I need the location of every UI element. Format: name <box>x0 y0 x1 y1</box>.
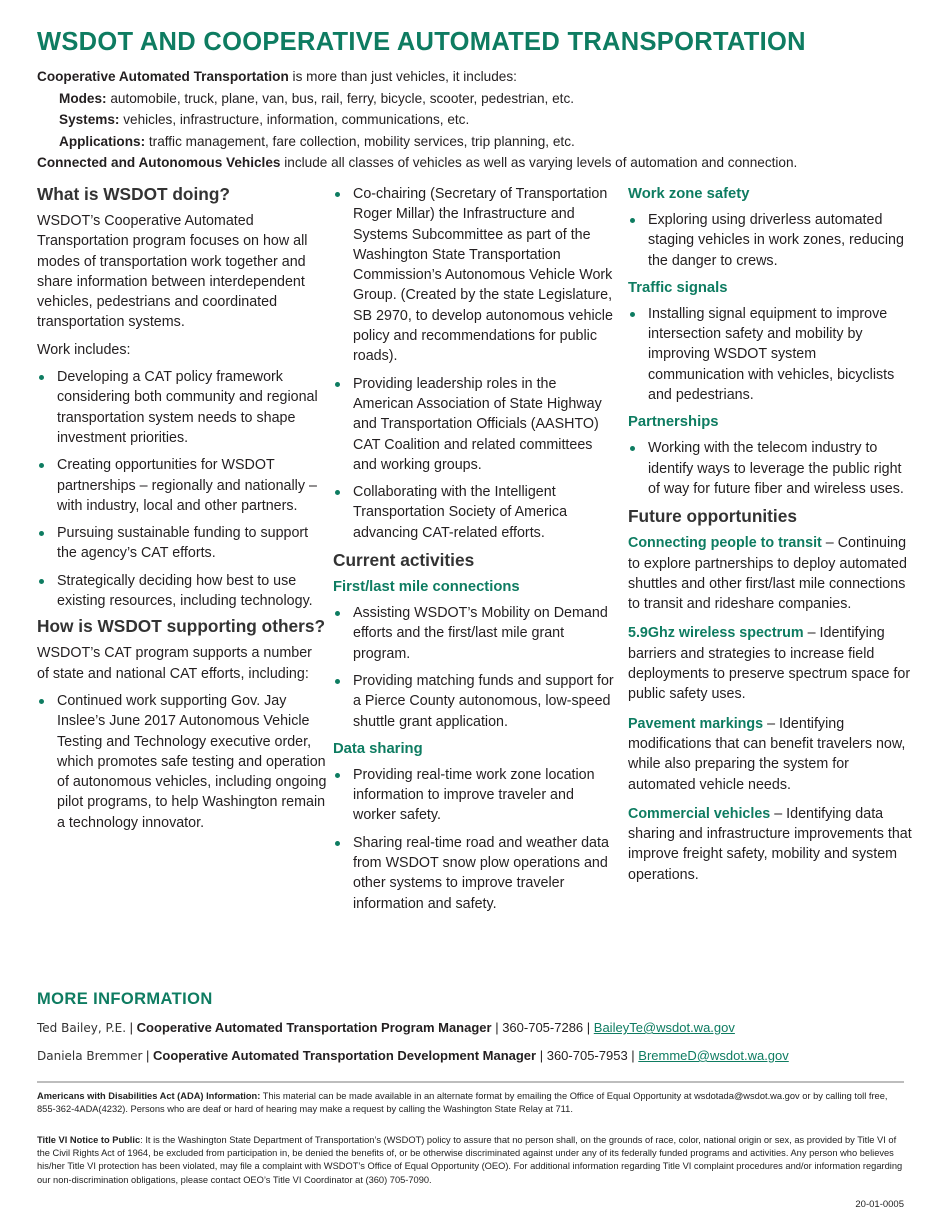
future-item <box>628 623 913 704</box>
title-vi-label: Title VI Notice to Public <box>37 1135 141 1145</box>
future-item-text: – Identifying modifications that can benefit travelers now, while also preparing the system for automated vehicle needs. <box>628 715 906 793</box>
contact-row <box>37 1019 907 1037</box>
paragraph: WSDOT’s Cooperative Automated Transportation program focuses on how all modes of transportation work together and share information between interdependent vehicles, pedestrians and coordinated transportation systems. <box>37 213 308 331</box>
contact-phone: 360-705-7953 <box>546 1048 628 1063</box>
list-item: Installing signal equipment to improve intersection safety and mobility by improving WSDOT system communication with vehicles, bicyclists and pedestrians. <box>628 304 913 405</box>
contact-role: Cooperative Automated Transportation Development Manager <box>153 1048 537 1063</box>
subheading-work-zone-safety: Work zone safety <box>628 186 750 202</box>
title-vi-text: : It is the Washington State Department of Transportation’s (WSDOT) policy to assure that no person shall, on the grounds of race, color, national origin or sex, as provided by Title VI of the Civil Rights Act of 1964, be excluded from participation in, be denied the benefits of, or be otherwise discriminated against under any of its federally funded programs and activities. Any person who believes his/her Title VI protection has been violated, may file a complaint with WSDOT’s Office of Equal Opportunity (OEO). For additional information regarding Title VI complaint procedures and/or information regarding our non-discrimination obligations, please contact OEO’s Title VI Coordinator at (360) 705-7090. <box>37 1135 903 1185</box>
bullet-list <box>628 304 913 405</box>
future-item <box>628 804 913 885</box>
future-item-label: Commercial vehicles <box>628 805 771 822</box>
future-item-text: – Identifying barriers and strategies to increase field deployments to preserve spectrum space for public safety uses. <box>628 625 911 703</box>
bullet-list <box>37 367 327 611</box>
column-right <box>628 184 913 894</box>
list-item: Creating opportunities for WSDOT partnerships – regionally and nationally – with industry, local and other partners. <box>37 455 327 516</box>
intro-cav <box>37 152 797 174</box>
separator: | <box>491 1020 503 1035</box>
list-item: Providing leadership roles in the American Association of State Highway and Transportation Officials (AASHTO) CAT Coalition and related committees and working groups. <box>333 374 618 475</box>
list-item: Co-chairing (Secretary of Transportation Roger Millar) the Infrastructure and Systems Subcommittee as part of the Washington State Transportation Commission’s Autonomous Vehicle Work Group. (Created by the state Legislature, SB 2970, to develop autonomous vehicle policy and recommendations for public roads). <box>333 184 618 367</box>
future-opportunities-list <box>628 533 913 885</box>
separator: | <box>536 1048 547 1063</box>
more-information-section <box>37 990 907 1075</box>
intro-cav-bold: Connected and Autonomous Vehicles <box>37 155 281 170</box>
intro-item-label: Systems: <box>59 112 120 127</box>
intro-item-text: automobile, truck, plane, van, bus, rail, ferry, bicycle, scooter, pedestrian, etc. <box>106 90 575 106</box>
intro-section <box>37 66 797 174</box>
title-vi-notice <box>37 1134 907 1187</box>
future-item <box>628 714 913 795</box>
intro-item-label: Applications: <box>59 133 146 149</box>
contact-row <box>37 1047 907 1065</box>
subheading-partnerships: Partnerships <box>628 414 719 431</box>
future-item-text: – Identifying data sharing and infrastructure improvements that improve freight safety, mobility and system operations. <box>628 805 912 883</box>
contact-email-link[interactable]: BremmeD@wsdot.wa.gov <box>638 1048 789 1063</box>
subheading-first-last-mile: First/last mile connections <box>333 579 520 596</box>
intro-lead <box>37 66 797 88</box>
intro-item-systems <box>37 109 797 131</box>
list-item: Strategically deciding how best to use existing resources, including technology. <box>37 571 327 612</box>
bullet-list <box>333 184 618 543</box>
contact-phone: 360-705-7286 <box>502 1020 584 1035</box>
list-item: Assisting WSDOT’s Mobility on Demand efforts and the first/last mile grant program. <box>333 603 618 664</box>
list-item: Collaborating with the Intelligent Transportation Society of America advancing CAT-related efforts. <box>333 482 618 543</box>
contact-name: Ted Bailey, P.E. <box>37 1021 127 1035</box>
list-item: Working with the telecom industry to identify ways to leverage the public right of way for future fiber and wireless uses. <box>628 438 913 499</box>
list-item: Exploring using driverless automated staging vehicles in work zones, reducing the danger to crews. <box>628 210 913 271</box>
page-title: WSDOT AND COOPERATIVE AUTOMATED TRANSPORTATION <box>37 28 806 56</box>
contact-role: Cooperative Automated Transportation Program Manager <box>136 1020 492 1035</box>
subheading-traffic-signals: Traffic signals <box>628 279 728 296</box>
future-item-label: 5.9Ghz wireless spectrum <box>628 625 804 642</box>
intro-item-modes <box>37 88 797 110</box>
column-middle <box>333 184 618 921</box>
list-item: Continued work supporting Gov. Jay Inslee’s June 2017 Autonomous Vehicle Testing and Technology executive order, which promotes safe testing and operation of autonomous vehicles, including ongoing pilot programs, to help Washington remain a technology innovator. <box>37 691 327 833</box>
intro-item-text: vehicles, infrastructure, information, communications, etc. <box>119 112 470 127</box>
paragraph: WSDOT’s CAT program supports a number of state and national CAT efforts, including: <box>37 645 312 682</box>
list-item: Developing a CAT policy framework considering both community and regional transportation system needs to shape investment priorities. <box>37 367 327 448</box>
heading-current-activities: Current activities <box>333 550 475 571</box>
list-item: Pursuing sustainable funding to support the agency’s CAT efforts. <box>37 523 327 564</box>
intro-item-applications <box>37 131 797 153</box>
intro-item-label: Modes: <box>59 90 107 106</box>
bullet-list <box>333 603 618 732</box>
list-item: Providing real-time work zone location information to improve traveler and worker safety. <box>333 765 618 826</box>
bullet-list <box>628 210 913 271</box>
separator: | <box>126 1020 137 1035</box>
list-item: Sharing real-time road and weather data from WSDOT snow plow operations and other systems to improve traveler information and safety. <box>333 833 618 914</box>
document-number: 20-01-0005 <box>855 1199 904 1210</box>
future-item-label: Connecting people to transit <box>628 535 822 552</box>
bullet-list <box>37 691 327 833</box>
heading-future-opportunities: Future opportunities <box>628 506 797 527</box>
divider <box>37 1081 904 1083</box>
separator: | <box>142 1048 154 1063</box>
heading-what-is-wsdot-doing: What is WSDOT doing? <box>37 184 230 204</box>
bullet-list <box>333 765 618 914</box>
more-information-heading: MORE INFORMATION <box>37 990 213 1008</box>
contact-name: Daniela Bremmer <box>37 1049 143 1063</box>
intro-lead-bold: Cooperative Automated Transportation <box>37 69 289 84</box>
future-item-label: Pavement markings <box>628 715 764 732</box>
ada-text: This material can be made available in an alternate format by emailing the Office of Equal Opportunity at wsdotada@wsdot.wa.gov or by calling toll free, 855-362-4ADA(4232). Persons who are deaf or hard of hearing may make a request by calling the Washington State Relay at 711. <box>37 1091 888 1115</box>
ada-notice <box>37 1090 907 1116</box>
work-includes-label: Work includes: <box>37 341 131 358</box>
heading-how-is-wsdot-supporting: How is WSDOT supporting others? <box>37 616 326 637</box>
future-item <box>628 533 913 614</box>
intro-lead-text: is more than just vehicles, it includes: <box>288 69 517 84</box>
ada-label: Americans with Disabilities Act (ADA) Information: <box>37 1091 261 1101</box>
intro-cav-text: include all classes of vehicles as well as varying levels of automation and connection. <box>280 155 798 170</box>
separator: | <box>583 1020 594 1035</box>
intro-item-text: traffic management, fare collection, mobility services, trip planning, etc. <box>145 133 575 149</box>
future-item-text: – Continuing to explore partnerships to deploy automated shuttles and other first/last mile connections to transit and rideshare companies. <box>628 535 907 613</box>
bullet-list <box>628 438 913 499</box>
separator: | <box>627 1048 639 1063</box>
column-left <box>37 184 327 840</box>
list-item: Providing matching funds and support for a Pierce County autonomous, low-speed shuttle grant application. <box>333 671 618 732</box>
contact-email-link[interactable]: BaileyTe@wsdot.wa.gov <box>593 1020 735 1035</box>
subheading-data-sharing: Data sharing <box>333 740 423 757</box>
